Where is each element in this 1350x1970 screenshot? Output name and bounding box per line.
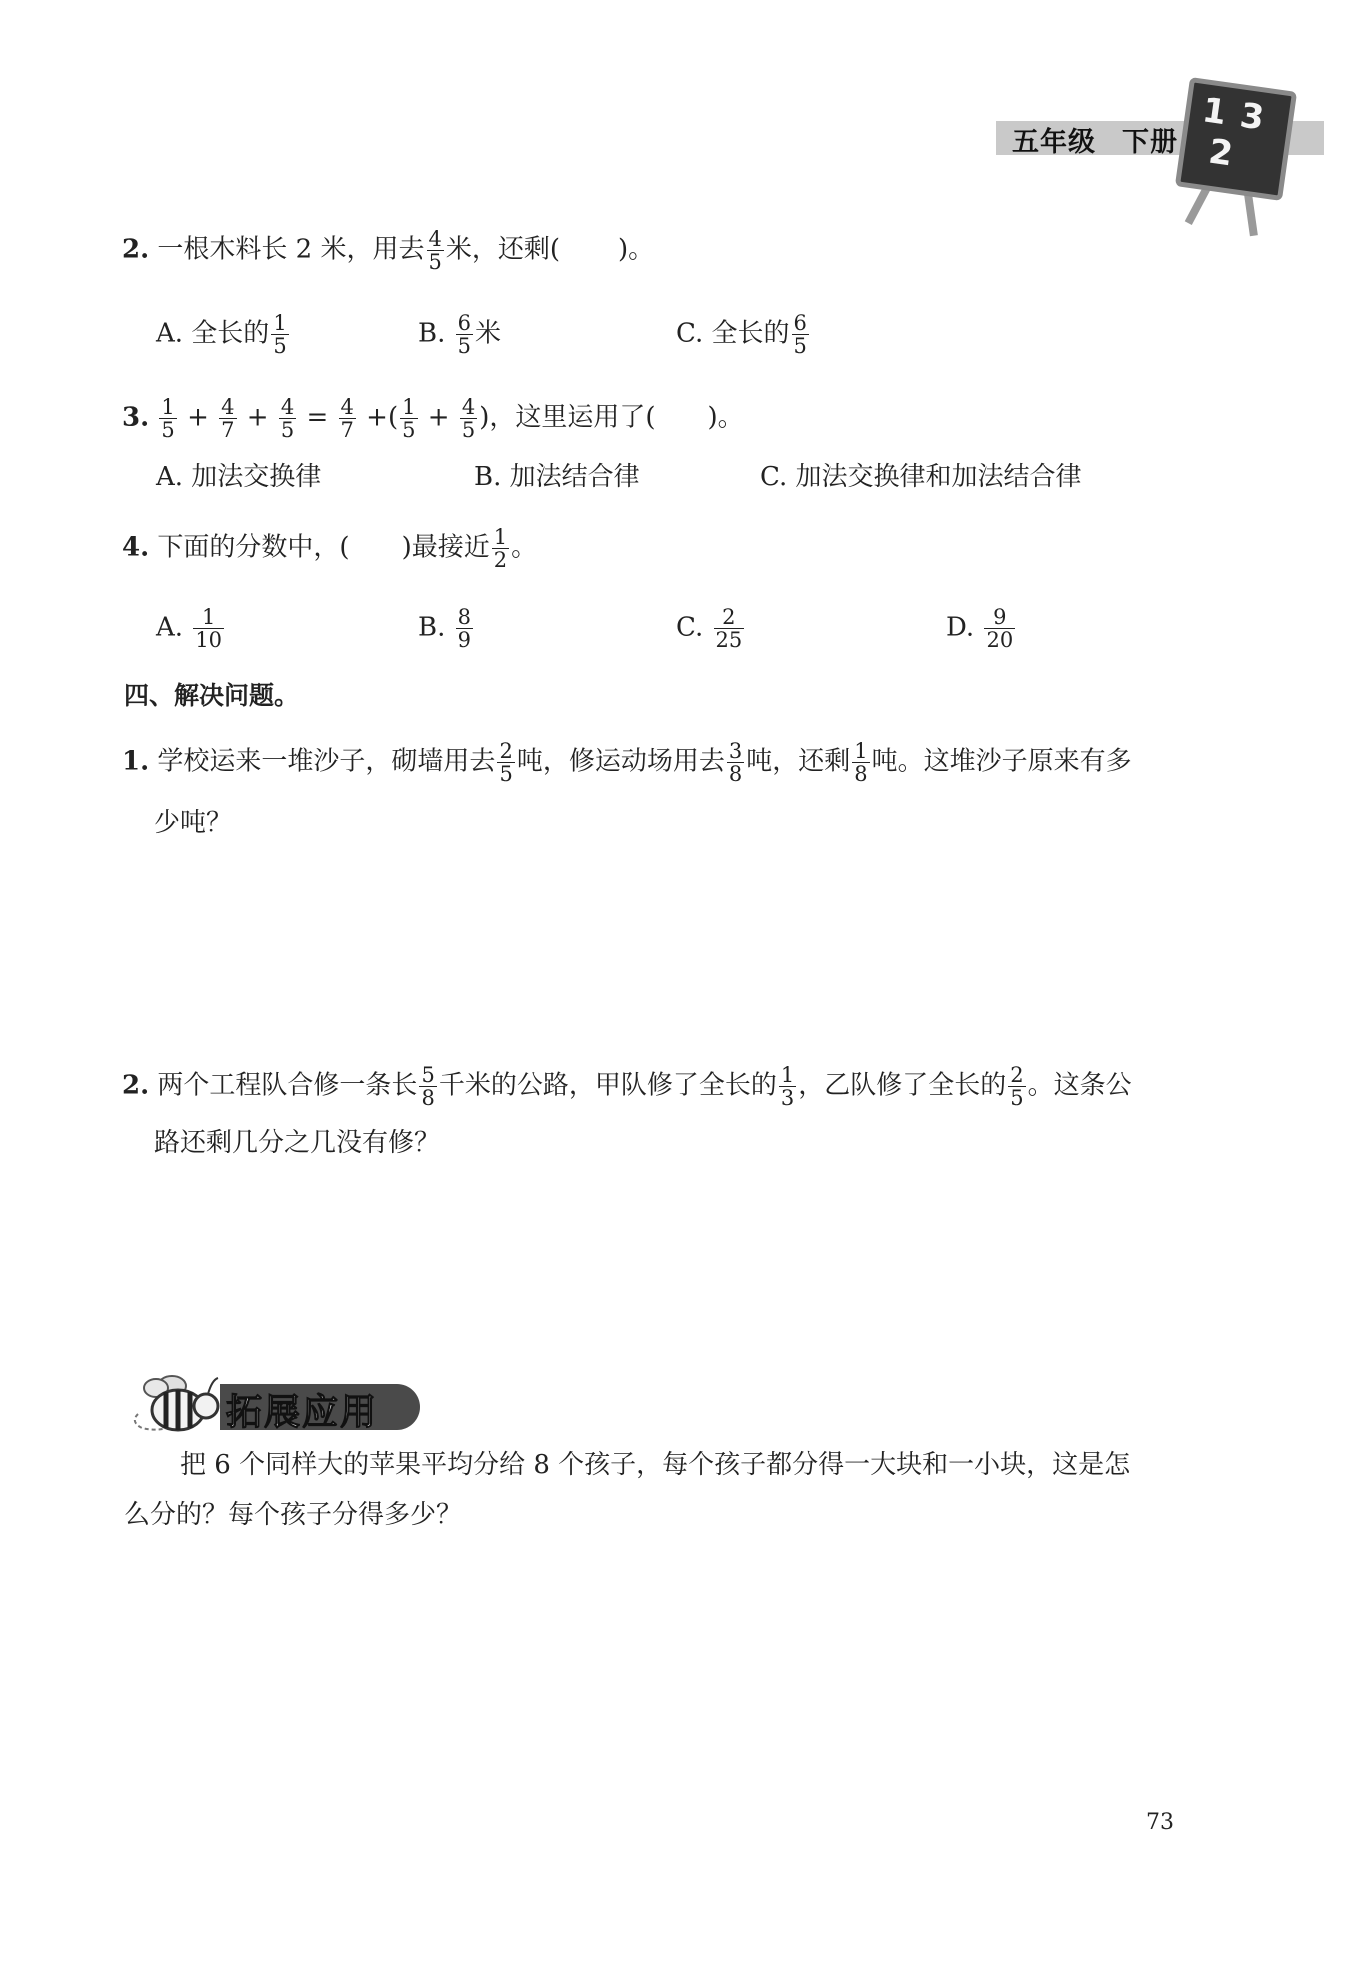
option-label: C. [676,612,704,643]
problem-text: 吨，修运动场用去 [516,746,725,777]
fraction [427,228,444,273]
numerator: 2 [1010,1063,1024,1087]
q4-option-b [418,606,475,651]
problem-number: 1. [122,746,150,777]
operator: + [246,402,269,433]
extension-title: 拓展应用 [226,1392,379,1433]
problem-1 [122,740,1132,785]
header-title [1012,120,1178,159]
fraction [400,396,417,441]
numerator: 1 [161,395,175,419]
fraction [727,740,744,785]
board-digit: 2 [1206,131,1236,175]
denominator: 5 [402,418,416,442]
option-label: B. [418,612,446,643]
question-text: 米，还剩( [445,234,561,265]
option-label: B. [418,318,454,349]
numerator: 4 [280,395,295,419]
denominator: 3 [780,1086,795,1110]
fraction [984,606,1015,651]
fraction [456,606,473,651]
problem-text: ，乙队修了全长的 [798,1070,1007,1101]
denominator: 5 [499,762,513,786]
numerator: 1 [854,739,868,763]
denominator: 8 [421,1086,435,1110]
denominator: 20 [986,628,1014,652]
denominator: 5 [273,334,287,358]
question-text: 。 [511,532,538,563]
fraction [339,396,356,441]
q3-option-a: A. 加法交换律 [156,462,322,492]
numerator: 4 [428,227,442,251]
fraction [497,740,514,785]
denominator: 5 [428,250,442,274]
fraction [460,396,477,441]
numerator: 1 [402,395,416,419]
question-text: 一根木料长 2 米，用去 [157,234,425,265]
numerator: 6 [793,311,807,335]
extension-line-1: 把 6 个同样大的苹果平均分给 8 个孩子，每个孩子都分得一大块和一小块，这是怎 [180,1450,1131,1480]
fraction [1008,1064,1025,1109]
problem-text: 吨。这堆沙子原来有多 [871,746,1132,777]
denominator: 10 [195,628,223,652]
fraction [779,1064,796,1109]
q3-option-c: C. 加法交换律和加法结合律 [760,462,1082,492]
q3-option-b: B. 加法结合律 [474,462,640,492]
question-text: )。 [707,402,744,433]
fraction [492,526,509,571]
fraction [271,312,288,357]
chalkboard-icon [1175,77,1297,201]
option-label: A. [156,612,184,643]
problem-number: 2. [122,1070,150,1101]
numerator: 2 [722,605,736,629]
numerator: 5 [421,1063,435,1087]
fraction [219,396,236,441]
fraction [852,740,869,785]
option-label: A. 全长的 [156,318,270,349]
denominator: 7 [340,418,354,442]
operator: + [187,402,209,433]
option-label: D. [946,612,975,643]
numerator: 2 [499,739,513,763]
denominator: 5 [280,418,295,442]
numerator: 9 [993,605,1007,629]
problem-text: 。这条公 [1027,1070,1132,1101]
q2-option-c [676,312,811,357]
q4-option-c [676,606,746,651]
numerator: 1 [493,525,508,549]
question-2 [122,228,654,273]
denominator: 5 [1010,1086,1024,1110]
numerator: 1 [273,311,287,335]
denominator: 25 [715,628,743,652]
section-title: 四、解决问题。 [124,681,300,710]
fraction [419,1064,436,1109]
denominator: 9 [457,628,472,652]
denominator: 2 [493,548,508,572]
numerator: 4 [221,395,235,419]
bee-icon [128,1366,220,1436]
question-4 [122,526,537,571]
board-digit: 3 [1237,95,1267,139]
fraction [279,396,296,441]
problem-1-line-2: 少吨？ [154,808,233,838]
extension-line-2: 么分的？每个孩子分得多少？ [124,1500,463,1530]
q4-option-a [156,606,226,651]
question-text: ，这里运用了( [489,402,656,433]
denominator: 8 [854,762,868,786]
paren: ) [479,402,490,433]
fraction [714,606,745,651]
option-suffix: 米 [475,318,502,349]
denominator: 8 [728,762,743,786]
problem-text: 两个工程队合修一条长 [157,1070,418,1101]
operator: = [306,402,329,433]
volume-label: 下册 [1122,127,1178,158]
problem-2 [122,1064,1132,1109]
numerator: 4 [461,395,476,419]
fraction [792,312,809,357]
page-number: 73 [1146,1810,1174,1835]
denominator: 5 [457,334,472,358]
denominator: 5 [461,418,476,442]
problem-text: 千米的公路，甲队修了全长的 [438,1070,777,1101]
board-digit: 1 [1199,90,1229,134]
grade-label: 五年级 [1012,127,1096,158]
problem-text: 吨，还剩 [746,746,851,777]
operator: + [427,402,450,433]
fraction [193,606,224,651]
q2-option-b [418,312,501,357]
q2-option-a [156,312,291,357]
problem-text: 学校运来一堆沙子，砌墙用去 [157,746,496,777]
option-label: C. 全长的 [676,318,790,349]
numerator: 3 [728,739,743,763]
denominator: 5 [793,334,807,358]
denominator: 5 [161,418,175,442]
question-text: )。 [618,234,655,265]
fraction [456,312,473,357]
numerator: 6 [457,311,472,335]
problem-2-line-2: 路还剩几分之几没有修？ [154,1128,441,1158]
question-number: 4. [122,532,150,563]
numerator: 1 [201,605,216,629]
question-text: )最接近 [401,532,490,563]
numerator: 8 [457,605,472,629]
numerator: 1 [780,1063,795,1087]
question-number: 2. [122,234,150,265]
fraction [159,396,176,441]
question-3 [122,396,744,441]
numerator: 4 [340,395,354,419]
paren: ( [387,402,399,433]
question-text: 下面的分数中，( [157,532,350,563]
operator: + [366,402,388,433]
question-number: 3. [122,402,150,433]
denominator: 7 [221,418,235,442]
q4-option-d [946,606,1017,651]
